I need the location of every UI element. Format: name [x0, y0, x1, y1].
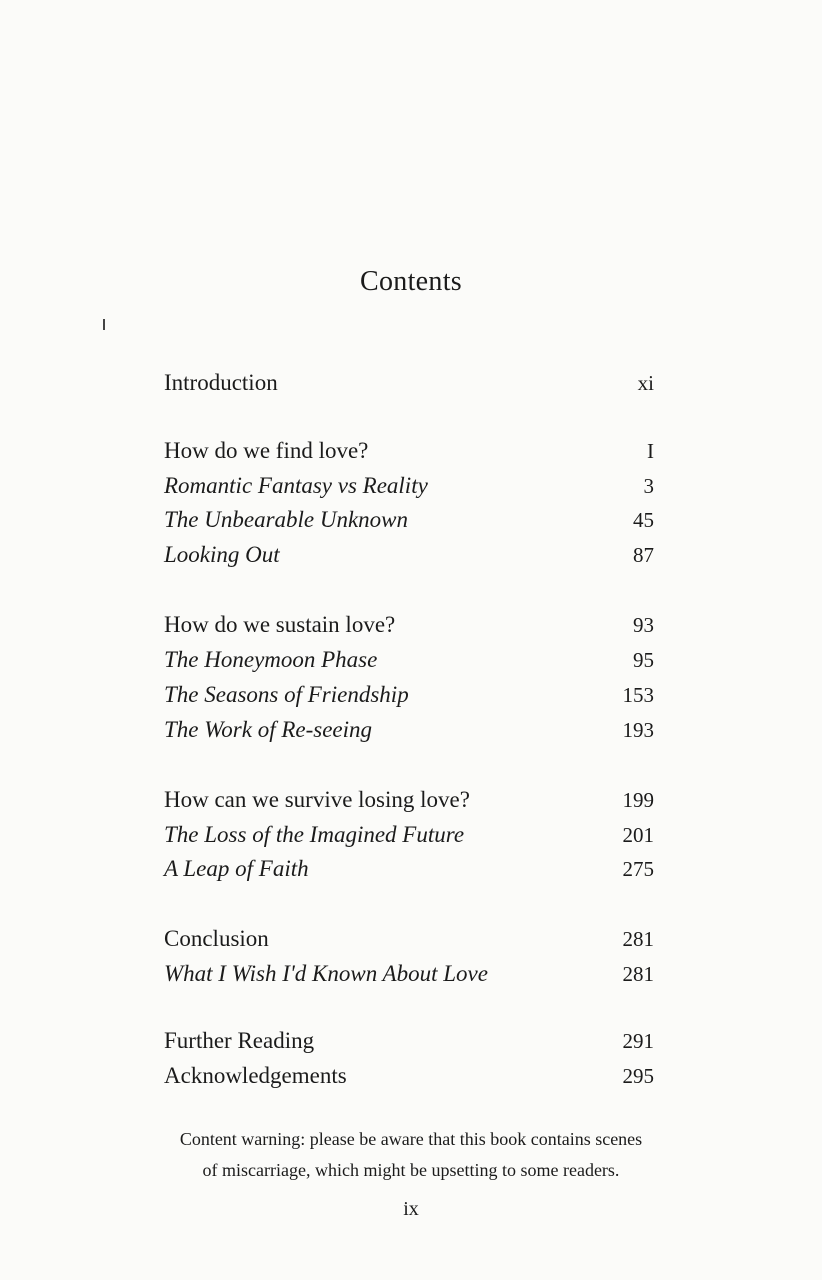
toc-entry-introduction [164, 370, 654, 402]
toc-entry-page: 295 [622, 1064, 654, 1088]
toc-entry-label: The Unbearable Unknown [164, 507, 409, 532]
toc-entry-chapter [164, 507, 654, 539]
toc-entry-chapter [164, 473, 654, 505]
toc-entry-page: 93 [633, 613, 654, 637]
toc-entry-label: What I Wish I'd Known About Love [164, 961, 488, 986]
toc-entry-page: 95 [633, 648, 654, 672]
toc-entry-label: Acknowledgements [164, 1063, 347, 1088]
toc-entry-page: xi [637, 371, 654, 395]
toc-entry-page: 199 [622, 788, 654, 812]
toc-entry-label: Romantic Fantasy vs Reality [164, 473, 428, 498]
content-warning-line: Content warning: please be aware that this book contains scenes [179, 1129, 643, 1149]
toc-entry-chapter [164, 682, 654, 714]
toc-entry-part-sustain-love [164, 612, 654, 644]
toc-entry-page: 201 [622, 823, 654, 847]
toc-entry-acknowledgements [164, 1063, 654, 1095]
toc-entry-page: 291 [622, 1029, 654, 1053]
toc-entry-part-find-love [164, 438, 654, 470]
toc-entry-page: 281 [622, 927, 654, 951]
content-warning [0, 1124, 822, 1186]
toc-entry-label: Conclusion [164, 926, 269, 951]
toc-entry-page: 3 [643, 474, 654, 498]
toc-entry-page: 193 [622, 718, 654, 742]
toc-entry-label: The Seasons of Friendship [164, 682, 409, 707]
toc-entry-part-losing-love [164, 787, 654, 819]
toc-entry-label: The Work of Re-seeing [164, 717, 373, 742]
toc-entry-page: 87 [633, 543, 654, 567]
toc-entry-label: Introduction [164, 370, 278, 395]
toc-entry-label: How do we find love? [164, 438, 369, 463]
content-warning-line: of miscarriage, which might be upsetting to some readers. [202, 1160, 620, 1180]
toc-entry-page: I [647, 439, 654, 463]
toc-entry-chapter [164, 961, 654, 993]
toc-entry-chapter [164, 717, 654, 749]
margin-mark [103, 319, 105, 330]
toc-entry-chapter [164, 647, 654, 679]
toc-entry-further-reading [164, 1028, 654, 1060]
toc-entry-page: 275 [622, 857, 654, 881]
toc-entry-label: Looking Out [164, 542, 280, 567]
toc-entry-label: The Honeymoon Phase [164, 647, 378, 672]
toc-entry-label: Further Reading [164, 1028, 315, 1053]
toc-entry-page: 153 [622, 683, 654, 707]
toc-entry-label: How can we survive losing love? [164, 787, 470, 812]
toc-entry-label: A Leap of Faith [164, 856, 309, 881]
toc-entry-page: 45 [633, 508, 654, 532]
toc-entry-label: The Loss of the Imagined Future [164, 822, 465, 847]
toc-entry-label: How do we sustain love? [164, 612, 396, 637]
toc-entry-chapter [164, 822, 654, 854]
toc-entry-chapter [164, 856, 654, 888]
page-number: ix [403, 1198, 419, 1220]
page-title: Contents [360, 266, 462, 297]
toc-entry-chapter [164, 542, 654, 574]
toc-entry-page: 281 [622, 962, 654, 986]
toc-entry-conclusion [164, 926, 654, 958]
